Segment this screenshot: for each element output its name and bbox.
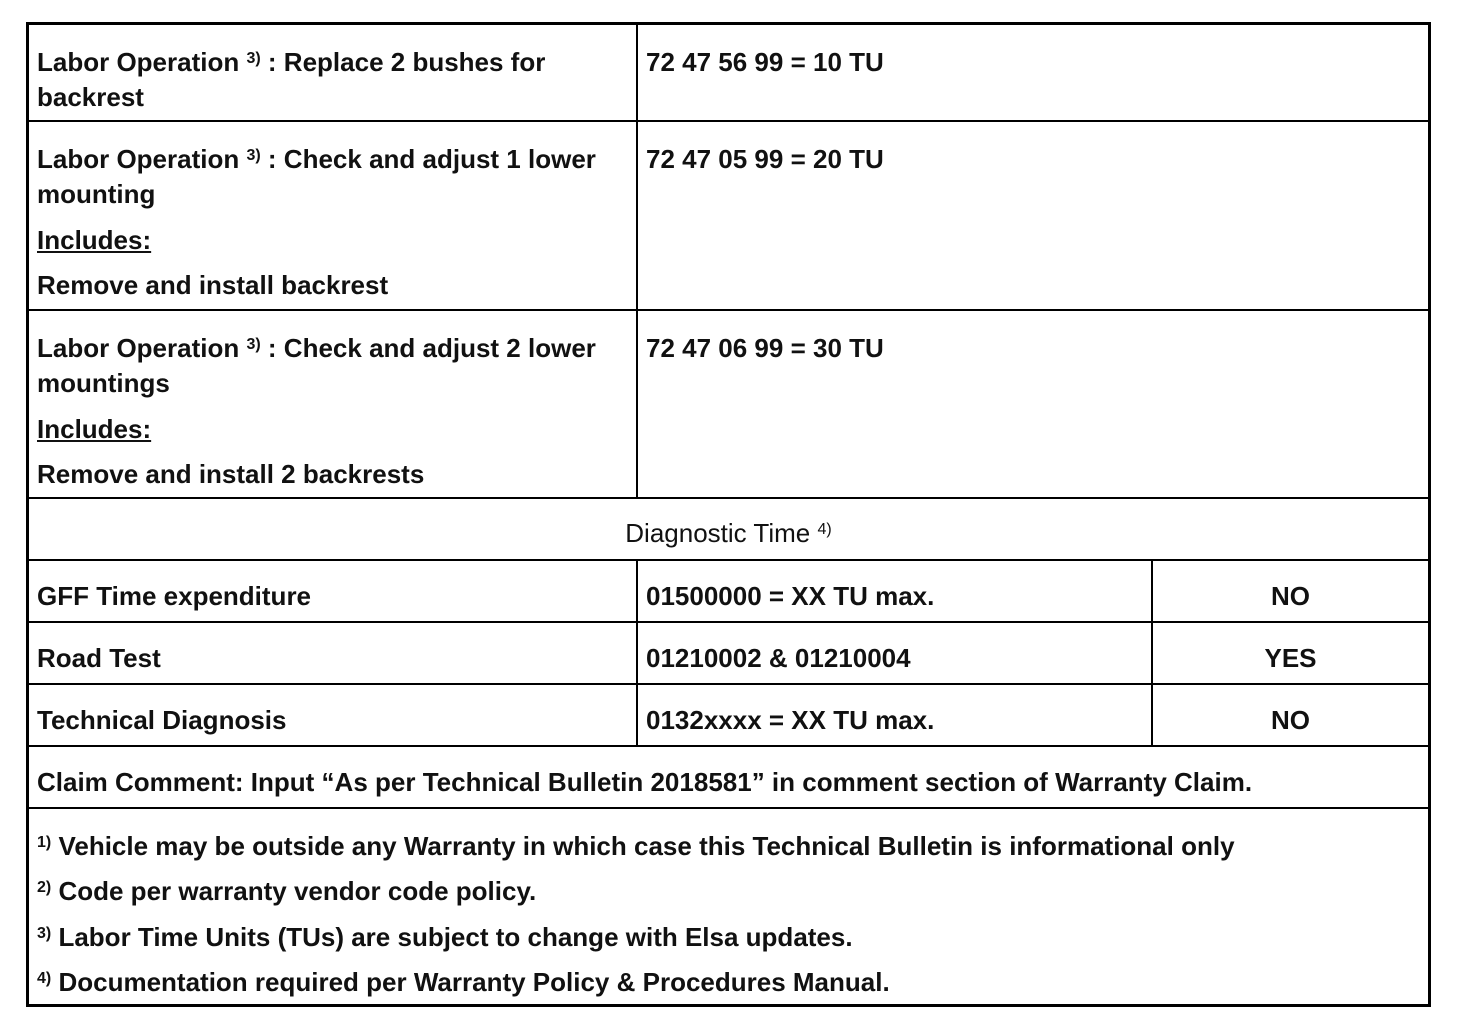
diagnostic-value-cell <box>1153 685 1428 745</box>
footnote-ref: 3) <box>246 147 261 164</box>
includes-label: Includes: <box>37 414 152 444</box>
labor-code-cell <box>638 25 1428 120</box>
labor-operation-label: Labor Operation $^{3)}$ : Replace 2 bushes for backrest <box>37 47 546 112</box>
labor-code-cell <box>638 122 1428 309</box>
diagnostic-code: 0132xxxx = XX TU max. <box>646 705 935 735</box>
footnote-ref: 3) <box>246 336 261 353</box>
diagnostic-label: GFF Time expenditure <box>37 581 312 611</box>
labor-operation-cell <box>29 311 638 497</box>
claim-comment-row <box>29 747 1428 809</box>
footnote-marker: 2) <box>37 879 52 896</box>
diagnostic-code-cell <box>638 561 1153 621</box>
labor-operation-label: Labor Operation $^{3)}$ : Check and adjust 2 lower mountings <box>37 333 596 398</box>
diagnostic-code-cell <box>638 623 1153 683</box>
diagnostic-label: Road Test <box>37 643 161 673</box>
diagnostic-value: YES <box>1264 643 1317 673</box>
diagnostic-label-cell <box>29 685 638 745</box>
footnote-marker: 3) <box>37 925 52 942</box>
diagnostic-value-cell <box>1153 561 1428 621</box>
labor-operation-cell <box>29 122 638 309</box>
diagnostic-label: Technical Diagnosis <box>37 705 287 735</box>
diagnostic-code: 01500000 = XX TU max. <box>646 581 935 611</box>
claim-comment: Claim Comment: Input “As per Technical Bulletin 2018581” in comment section of Warranty Claim. <box>37 767 1253 797</box>
table-row <box>29 623 1428 685</box>
footnote: $^{3)}$ Labor Time Units (TUs) are subject to change with Elsa updates. <box>37 922 853 952</box>
includes-label: Includes: <box>37 225 152 255</box>
table-row <box>29 122 1428 311</box>
footnote-ref: 4) <box>817 521 832 538</box>
footnote: $^{2)}$ Code per warranty vendor code policy. <box>37 876 537 906</box>
footnotes-row <box>29 809 1428 1007</box>
footnote-ref: 3) <box>246 50 261 67</box>
labor-operation-label: Labor Operation $^{3)}$ : Check and adjust 1 lower mounting <box>37 144 596 209</box>
diagnostic-title: Diagnostic Time $^{4)}$ <box>625 518 832 548</box>
diagnostic-code-cell <box>638 685 1153 745</box>
includes-text: Remove and install 2 backrests <box>37 459 425 489</box>
footnote-marker: 4) <box>37 970 52 987</box>
labor-code-cell <box>638 311 1428 497</box>
warranty-table <box>26 22 1431 1007</box>
table-row <box>29 561 1428 623</box>
diagnostic-code: 01210002 & 01210004 <box>646 643 911 673</box>
footnote: $^{4)}$ Documentation required per Warranty Policy & Procedures Manual. <box>37 967 890 997</box>
table-row <box>29 311 1428 499</box>
footnote-marker: 1) <box>37 834 52 851</box>
labor-code: 72 47 56 99 = 10 TU <box>646 47 884 77</box>
labor-code: 72 47 06 99 = 30 TU <box>646 333 884 363</box>
diagnostic-value: NO <box>1271 581 1310 611</box>
diagnostic-value-cell <box>1153 623 1428 683</box>
diagnostic-label-cell <box>29 561 638 621</box>
table-row <box>29 685 1428 747</box>
diagnostic-label-cell <box>29 623 638 683</box>
labor-operation-cell <box>29 25 638 120</box>
diagnostic-value: NO <box>1271 705 1310 735</box>
table-row <box>29 25 1428 122</box>
footnote: $^{1)}$ Vehicle may be outside any Warranty in which case this Technical Bulletin is informational only <box>37 831 1235 861</box>
diagnostic-header-row <box>29 499 1428 561</box>
labor-code: 72 47 05 99 = 20 TU <box>646 144 884 174</box>
includes-text: Remove and install backrest <box>37 270 389 300</box>
